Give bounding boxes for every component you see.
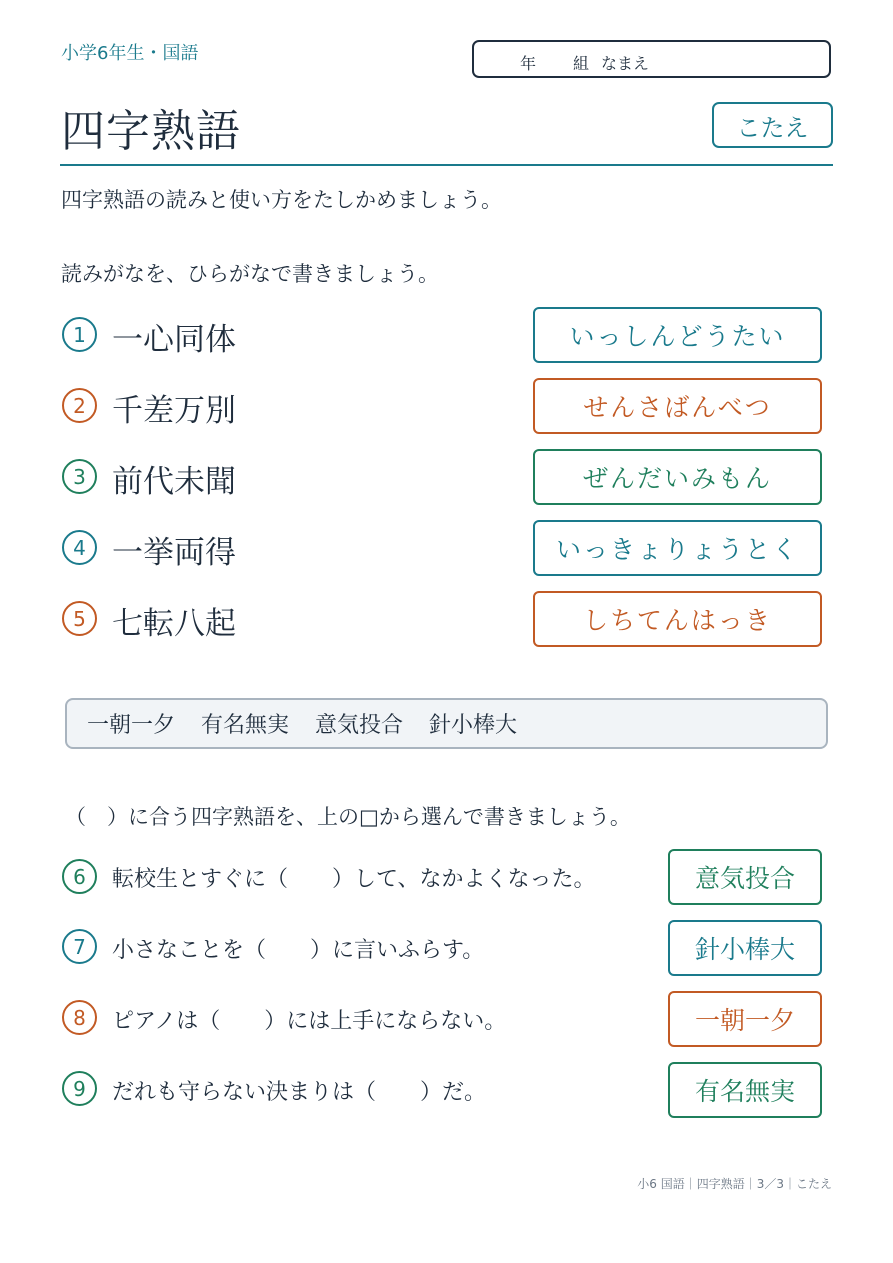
reading-answer-box: いっしんどうたい <box>533 307 822 363</box>
question-number: 4 <box>62 530 97 565</box>
name-label: なまえ <box>601 54 650 73</box>
yojijukugo-word: 七転八起 <box>112 606 236 642</box>
yojijukugo-word: 一心同体 <box>112 322 236 358</box>
page-title: 四字熟語 <box>61 106 241 157</box>
fill-answer-box: 一朝一夕 <box>668 991 822 1047</box>
title-divider <box>60 164 833 166</box>
word-bank-item: 針小棒大 <box>429 713 518 738</box>
question-number: 2 <box>62 388 97 423</box>
word-bank-item: 意気投合 <box>315 713 404 738</box>
word-bank-item: 一朝一夕 <box>87 713 176 738</box>
fill-in-sentence: だれも守らない決まりは（ ）だ。 <box>112 1080 487 1105</box>
name-class-label: 組 <box>573 54 590 73</box>
yojijukugo-word: 一挙両得 <box>112 535 236 571</box>
intro-text: 四字熟語の読みと使い方をたしかめましょう。 <box>61 188 502 212</box>
reading-answer-box: せんさばんべつ <box>533 378 822 434</box>
question-number: 6 <box>62 859 97 894</box>
fill-answer-box: 意気投合 <box>668 849 822 905</box>
fill-answer-box: 針小棒大 <box>668 920 822 976</box>
section2-instruction: （ ）に合う四字熟語を、上の□から選んで書きましょう。 <box>65 805 631 829</box>
reading-answer-box: ぜんだいみもん <box>533 449 822 505</box>
page-footer: 小6 国語｜四字熟語｜3／3｜こたえ <box>637 1177 832 1191</box>
fill-in-sentence: 小さなことを（ ）に言いふらす。 <box>112 938 485 963</box>
yojijukugo-word: 前代未聞 <box>112 464 236 500</box>
yojijukugo-word: 千差万別 <box>112 393 236 429</box>
section1-instruction: 読みがなを、ひらがなで書きましょう。 <box>61 262 439 286</box>
fill-in-sentence: 転校生とすぐに（ ）して、なかよくなった。 <box>112 867 596 892</box>
question-number: 8 <box>62 1000 97 1035</box>
fill-answer-box: 有名無実 <box>668 1062 822 1118</box>
answer-badge: こたえ <box>712 102 833 148</box>
name-year-label: 年 <box>520 54 537 73</box>
question-number: 3 <box>62 459 97 494</box>
question-number: 7 <box>62 929 97 964</box>
grade-subject: 小学6年生・国語 <box>61 43 199 64</box>
question-number: 5 <box>62 601 97 636</box>
fill-in-sentence: ピアノは（ ）には上手にならない。 <box>112 1009 507 1034</box>
question-number: 1 <box>62 317 97 352</box>
question-number: 9 <box>62 1071 97 1106</box>
reading-answer-box: しちてんはっき <box>533 591 822 647</box>
reading-answer-box: いっきょりょうとく <box>533 520 822 576</box>
name-box <box>472 40 831 78</box>
word-bank <box>65 698 828 749</box>
word-bank-item: 有名無実 <box>201 713 290 738</box>
